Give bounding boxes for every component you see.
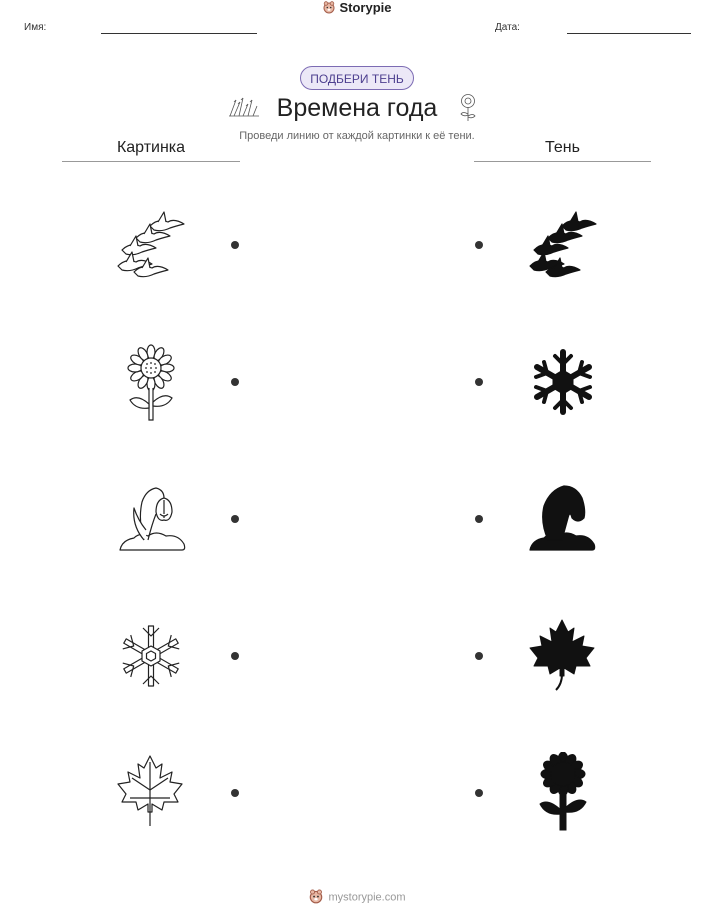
left-column-heading: Картинка	[116, 139, 186, 156]
right-dot-1[interactable]	[475, 241, 483, 249]
right-dot-5[interactable]	[475, 789, 483, 797]
snowdrop-shadow-icon	[526, 482, 598, 559]
brand-name: Storypie	[339, 0, 392, 15]
flower-decoration-icon	[456, 92, 480, 127]
maple-leaf-icon	[114, 754, 186, 835]
geese-icon	[112, 208, 188, 289]
date-input-line[interactable]	[567, 33, 691, 34]
left-column-rule	[62, 161, 240, 162]
right-dot-2[interactable]	[475, 378, 483, 386]
right-column-heading: Тень	[545, 139, 580, 156]
left-dot-2[interactable]	[231, 378, 239, 386]
name-input-line[interactable]	[101, 33, 257, 34]
left-dot-4[interactable]	[231, 652, 239, 660]
left-dot-3[interactable]	[231, 515, 239, 523]
worksheet-badge: ПОДБЕРИ ТЕНЬ	[300, 66, 414, 90]
right-column-rule	[474, 161, 651, 162]
sunflower-shadow-icon	[530, 752, 596, 837]
name-label: Имя:	[24, 22, 47, 33]
footer-site-link[interactable]: mystorypie.com	[328, 891, 406, 904]
footer	[0, 888, 714, 907]
sunflower-icon	[118, 344, 184, 427]
storypie-logo-icon	[322, 0, 336, 17]
right-dot-3[interactable]	[475, 515, 483, 523]
snowdrop-icon	[116, 484, 188, 561]
right-dot-4[interactable]	[475, 652, 483, 660]
left-dot-5[interactable]	[231, 789, 239, 797]
maple-leaf-shadow-icon	[526, 618, 598, 697]
storypie-footer-logo-icon	[308, 888, 324, 907]
left-dot-1[interactable]	[231, 241, 239, 249]
instruction-text: Проведи линию от каждой картинки к её тени.	[239, 130, 475, 142]
page-title: Времена года	[276, 94, 438, 122]
brand	[0, 0, 714, 17]
snowflake-icon	[116, 620, 186, 697]
geese-shadow-icon	[524, 208, 600, 289]
date-label: Дата:	[495, 22, 520, 33]
snowflake-shadow-icon	[528, 346, 598, 423]
